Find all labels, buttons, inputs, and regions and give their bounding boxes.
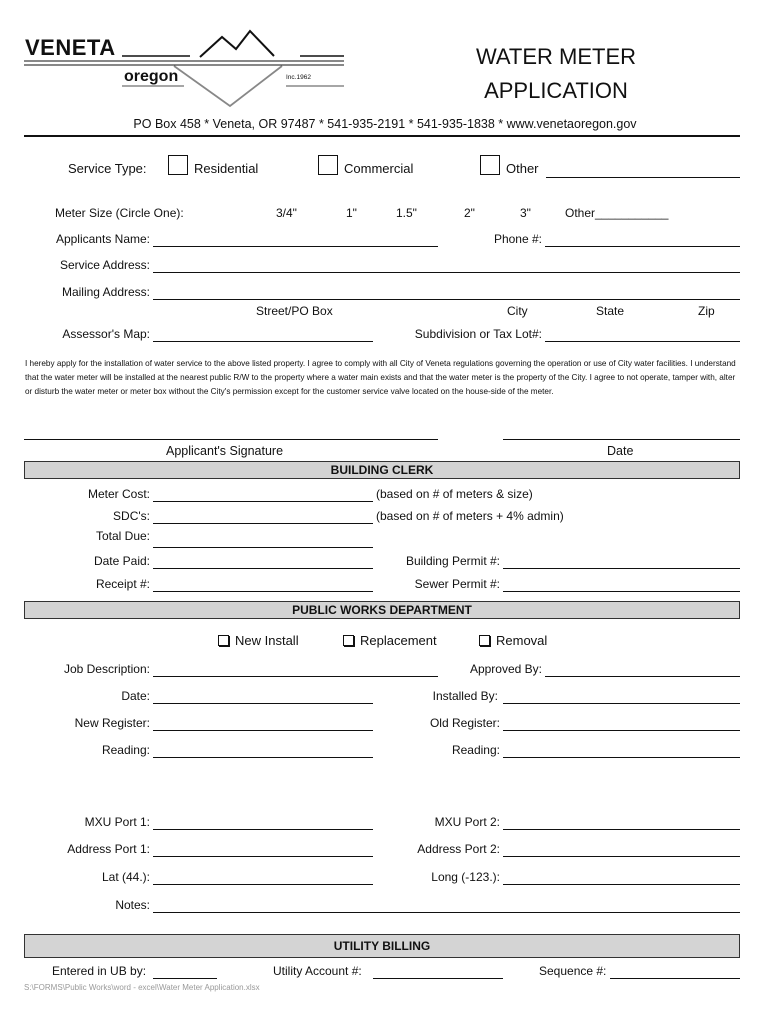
street-caption: Street/PO Box [256,304,333,318]
entered-by-label: Entered in UB by: [52,964,147,978]
building-permit-field[interactable] [503,568,740,569]
commercial-checkbox[interactable] [318,155,338,175]
total-due-label: Total Due: [95,529,150,543]
meter-cost-label: Meter Cost: [87,487,150,501]
other-label: Other [506,161,539,176]
assessor-map-label: Assessor's Map: [62,327,150,341]
address-port1-label: Address Port 1: [67,842,150,856]
state-caption: State [596,304,625,318]
new-install-label: New Install [235,633,299,648]
phone-field[interactable] [545,246,740,247]
old-register-label: Old Register: [429,716,500,730]
meter-size-option[interactable]: 2" [464,206,475,220]
header-rule [24,135,740,137]
residential-checkbox[interactable] [168,155,188,175]
zip-caption: Zip [698,304,715,318]
date-paid-label: Date Paid: [93,554,150,568]
address-port2-label: Address Port 2: [417,842,500,856]
form-title [420,40,692,108]
other-checkbox[interactable] [480,155,500,175]
signature-date-label: Date [607,444,634,458]
service-address-field[interactable] [153,272,740,273]
replacement-label: Replacement [360,633,437,648]
meter-cost-note: (based on # of meters & size) [376,487,533,501]
receipt-field[interactable] [153,591,373,592]
pw-date-field[interactable] [153,703,373,704]
lat-field[interactable] [153,884,373,885]
logo-veneta-text: VENETA [25,35,116,60]
contact-line: PO Box 458 * Veneta, OR 97487 * 541-935-2191 * 541-935-1838 * www.venetaoregon.gov [133,117,637,131]
new-register-field[interactable] [153,730,373,731]
residential-label: Residential [194,161,259,176]
phone-label: Phone #: [493,232,542,246]
signature-date-field[interactable] [503,439,740,440]
approved-by-label: Approved By: [469,662,542,676]
city-caption: City [507,304,528,318]
total-due-field[interactable] [153,547,373,548]
notes-field[interactable] [153,912,740,913]
new-reading-field[interactable] [153,757,373,758]
entered-by-field[interactable] [153,978,217,979]
mxu-port1-label: MXU Port 1: [84,815,150,829]
new-reading-label: Reading: [101,743,150,757]
notes-label: Notes: [115,898,150,912]
building-permit-label: Building Permit #: [405,554,500,568]
meter-size-option[interactable]: 1.5" [396,206,417,220]
utility-account-field[interactable] [373,978,503,979]
subdivision-label: Subdivision or Tax Lot#: [414,327,542,341]
sewer-permit-field[interactable] [503,591,740,592]
receipt-label: Receipt #: [95,577,150,591]
new-register-label: New Register: [74,716,150,730]
form-title-line1: WATER METER [475,44,637,69]
meter-size-option[interactable]: 3" [520,206,531,220]
applicant-signature-field[interactable] [24,439,438,440]
old-reading-label: Reading: [451,743,500,757]
lat-label: Lat (44.): [101,870,150,884]
logo-inc-text: Inc.1962 [286,74,311,81]
applicant-signature-label: Applicant's Signature [166,444,284,458]
removal-label: Removal [496,633,548,648]
mailing-address-label: Mailing Address: [61,285,150,299]
old-reading-field[interactable] [503,757,740,758]
new-install-option[interactable] [218,633,299,648]
address-port1-field[interactable] [153,856,373,857]
old-register-field[interactable] [503,730,740,731]
meter-cost-field[interactable] [153,501,373,502]
mxu-port2-label: MXU Port 2: [434,815,500,829]
commercial-label: Commercial [344,161,414,176]
agreement-statement: I hereby apply for the installation of water service to the above listed property. I agree to comply with all City of Veneta regulations governing the operation or use of City water facilities. I understand that the water meter will be installed at the nearest public R/W to the property where a water main exists and that the water meter is the property of the City. I agree to not operate, tamper with, alter or disturb the water meter or meter box without the City's permission except for the customer service valve located on the house-side of the meter. [25,359,736,396]
utility-billing-heading: UTILITY BILLING [24,934,740,958]
new-install-checkbox[interactable] [218,635,229,646]
sdc-field[interactable] [153,523,373,524]
public-works-heading: PUBLIC WORKS DEPARTMENT [24,601,740,619]
meter-size-option[interactable]: 3/4" [276,206,297,220]
meter-size-option[interactable]: Other___________ [565,206,669,220]
mxu-port2-field[interactable] [503,829,740,830]
address-port2-field[interactable] [503,856,740,857]
applicant-name-field[interactable] [153,246,438,247]
sdc-label: SDC's: [113,509,150,523]
replacement-option[interactable] [343,633,437,648]
meter-size-option[interactable]: 1" [346,206,357,220]
form-title-line2: APPLICATION [484,78,628,103]
job-description-field[interactable] [153,676,438,677]
approved-by-field[interactable] [545,676,740,677]
sewer-permit-label: Sewer Permit #: [414,577,500,591]
long-field[interactable] [503,884,740,885]
installed-by-field[interactable] [503,703,740,704]
utility-account-label: Utility Account #: [273,964,362,978]
city-logo [24,28,346,108]
meter-size-label: Meter Size (Circle One): [55,206,184,220]
applicant-name-label: Applicants Name: [55,232,150,246]
long-label: Long (-123.): [431,870,500,884]
replacement-checkbox[interactable] [343,635,354,646]
sequence-label: Sequence #: [539,964,607,978]
sdc-note: (based on # of meters + 4% admin) [376,509,564,523]
service-type-label: Service Type: [68,161,147,176]
installed-by-label: Installed By: [432,689,498,703]
service-address-label: Service Address: [59,258,150,272]
assessor-map-field[interactable] [153,341,373,342]
file-path-footer: S:\FORMS\Public Works\word - excel\Water Meter Application.xlsx [24,983,260,992]
date-paid-field[interactable] [153,568,373,569]
other-service-field[interactable] [546,177,740,178]
logo-oregon-text: oregon [124,68,179,85]
sequence-field[interactable] [610,978,740,979]
mxu-port1-field[interactable] [153,829,373,830]
pw-date-label: Date: [121,689,150,703]
building-clerk-heading: BUILDING CLERK [24,461,740,479]
job-description-label: Job Description: [63,662,150,676]
removal-option[interactable] [479,633,547,648]
mailing-address-field[interactable] [153,299,740,300]
removal-checkbox[interactable] [479,635,490,646]
subdivision-field[interactable] [545,341,740,342]
